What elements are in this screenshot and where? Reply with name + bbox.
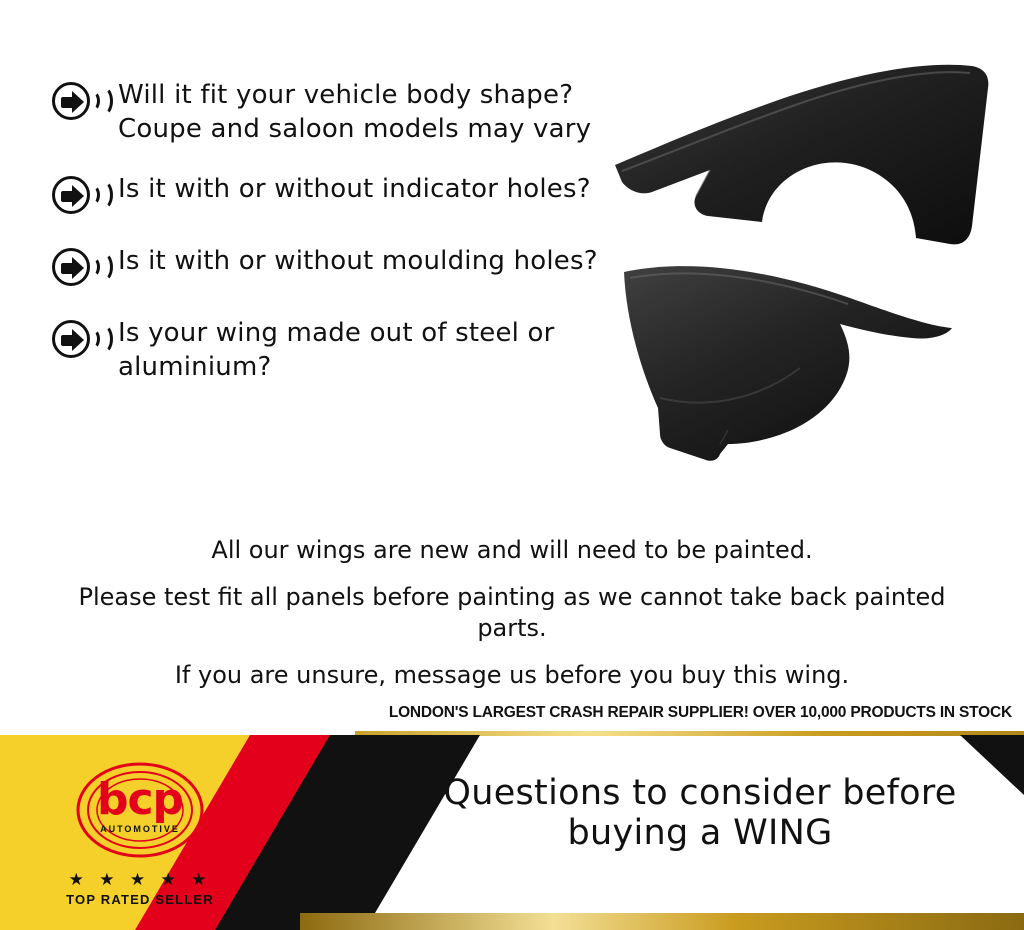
logo-wordmark: bcp — [96, 774, 184, 825]
top-rated-seller-label: TOP RATED SELLER — [66, 892, 214, 907]
note-line: Please test fit all panels before painting as we cannot take back painted parts. — [78, 583, 946, 642]
strapline: LONDON'S LARGEST CRASH REPAIR SUPPLIER! OVER 10,000 PRODUCTS IN STOCK — [388, 704, 1012, 721]
title-block — [390, 773, 1010, 853]
logo-badge — [65, 762, 215, 866]
question-item — [52, 78, 642, 146]
megaphone-icon — [52, 248, 118, 290]
megaphone-icon — [52, 82, 118, 124]
questions-list — [52, 78, 642, 410]
car-wing-panel-bottom-image — [600, 248, 1000, 473]
megaphone-icon — [52, 176, 118, 218]
question-item — [52, 172, 642, 218]
note-line: If you are unsure, message us before you buy this wing. — [174, 661, 850, 689]
rating-stars: ★ ★ ★ ★ ★ — [68, 870, 212, 890]
title-line-1: Questions to consider before — [443, 773, 957, 813]
title-line-2: buying a WING — [567, 813, 833, 853]
note-line: All our wings are new and will need to be painted. — [211, 536, 813, 564]
question-text: Is it with or without indicator holes? — [118, 174, 591, 204]
question-text: Is your wing made out of steel or aluminium? — [118, 318, 555, 382]
logo-subtitle: AUTOMOTIVE — [100, 824, 180, 834]
question-text: Is it with or without moulding holes? — [118, 246, 598, 276]
question-item — [52, 244, 642, 290]
question-text: Will it fit your vehicle body shape? Coupe and saloon models may vary — [118, 80, 592, 144]
notes-block — [0, 535, 1024, 707]
megaphone-icon — [52, 320, 118, 362]
brand-logo — [30, 762, 250, 930]
question-item — [52, 316, 642, 384]
car-wing-panel-top-image — [600, 50, 1000, 255]
